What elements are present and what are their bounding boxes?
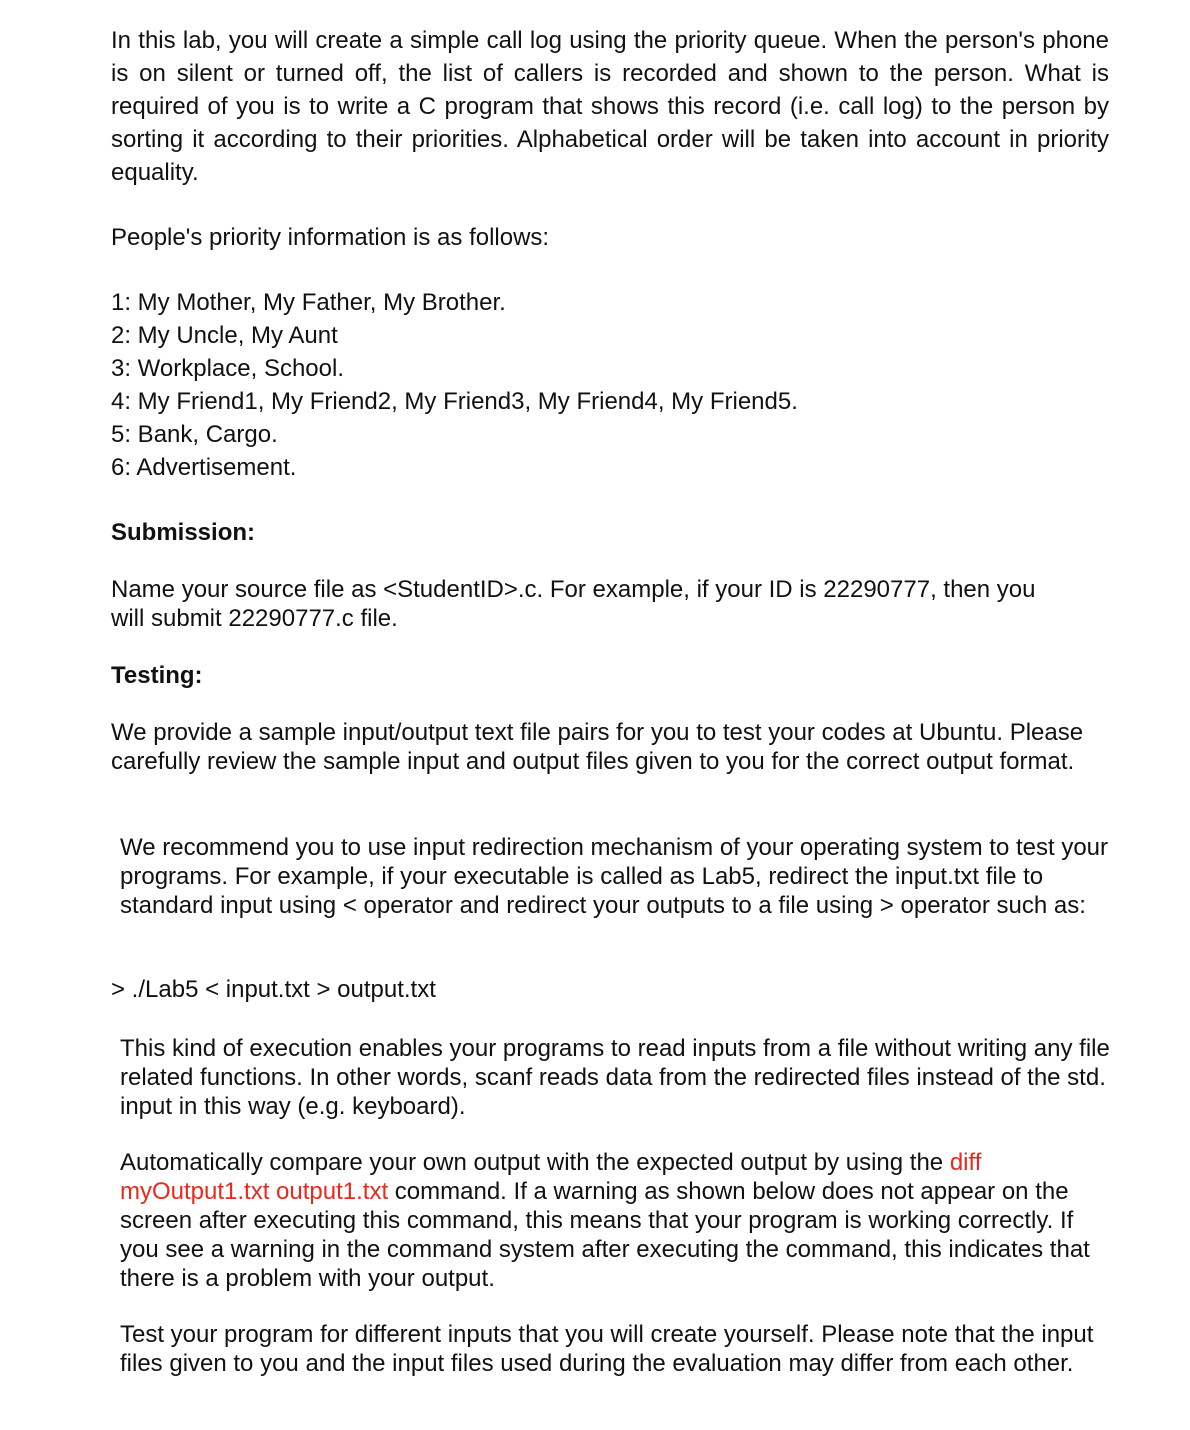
diff-command: diff myOutput1.txt output1.txt [120, 1149, 982, 1205]
execution-paragraph: This kind of execution enables your programs to read inputs from a file without writing any file related functions. In other words, scanf reads data from the redirected files instead of the std. input in this way (e.g. keyboard). [120, 1035, 1110, 1120]
priority-item-3: 3: Workplace, School. [111, 355, 345, 382]
redirection-paragraph: We recommend you to use input redirection mechanism of your operating system to test your programs. For example, if your executable is called as Lab5, redirect the input.txt file to standard input using < operator and redirect your outputs to a file using > operator such as: [120, 834, 1109, 919]
submission-heading: Submission: [111, 519, 256, 546]
command-example: > ./Lab5 < input.txt > output.txt [111, 976, 436, 1003]
priority-item-4: 4: My Friend1, My Friend2, My Friend3, My Friend4, My Friend5. [111, 388, 798, 415]
priority-item-2: 2: My Uncle, My Aunt [111, 322, 338, 349]
priority-item-6: 6: Advertisement. [111, 454, 297, 481]
final-paragraph: Test your program for different inputs that you will create yourself. Please note that the input files given to you and the input files used during the evaluation may differ from each other. [120, 1321, 1094, 1377]
compare-text-after: command. If a warning as shown below does not appear on the screen after executing this command, this means that your program is working correctly. If you see a warning in the command system after executing the command, this indicates that there is a problem with your output. [120, 1178, 1090, 1292]
compare-paragraph [120, 1148, 1110, 1293]
priority-list [111, 286, 798, 484]
testing-heading: Testing: [111, 662, 203, 689]
intro-paragraph: In this lab, you will create a simple call log using the priority queue. When the person's phone is on silent or turned off, the list of callers is recorded and shown to the person. What is required of you is to write a C program that shows this record (i.e. call log) to the person by sorting it according to their priorities. Alphabetical order will be taken into account in priority equality. [111, 27, 1109, 186]
compare-text-before: Automatically compare your own output with the expected output by using the [120, 1149, 950, 1176]
submission-paragraph: Name your source file as <StudentID>.c. For example, if your ID is 22290777, then you will submit 22290777.c file. [111, 576, 1036, 632]
priority-item-5: 5: Bank, Cargo. [111, 421, 278, 448]
priority-info-heading: People's priority information is as follows: [111, 224, 550, 251]
priority-item-1: 1: My Mother, My Father, My Brother. [111, 289, 506, 316]
testing-intro-paragraph: We provide a sample input/output text file pairs for you to test your codes at Ubuntu. Please carefully review the sample input and output files given to you for the correct output format. [111, 719, 1084, 775]
